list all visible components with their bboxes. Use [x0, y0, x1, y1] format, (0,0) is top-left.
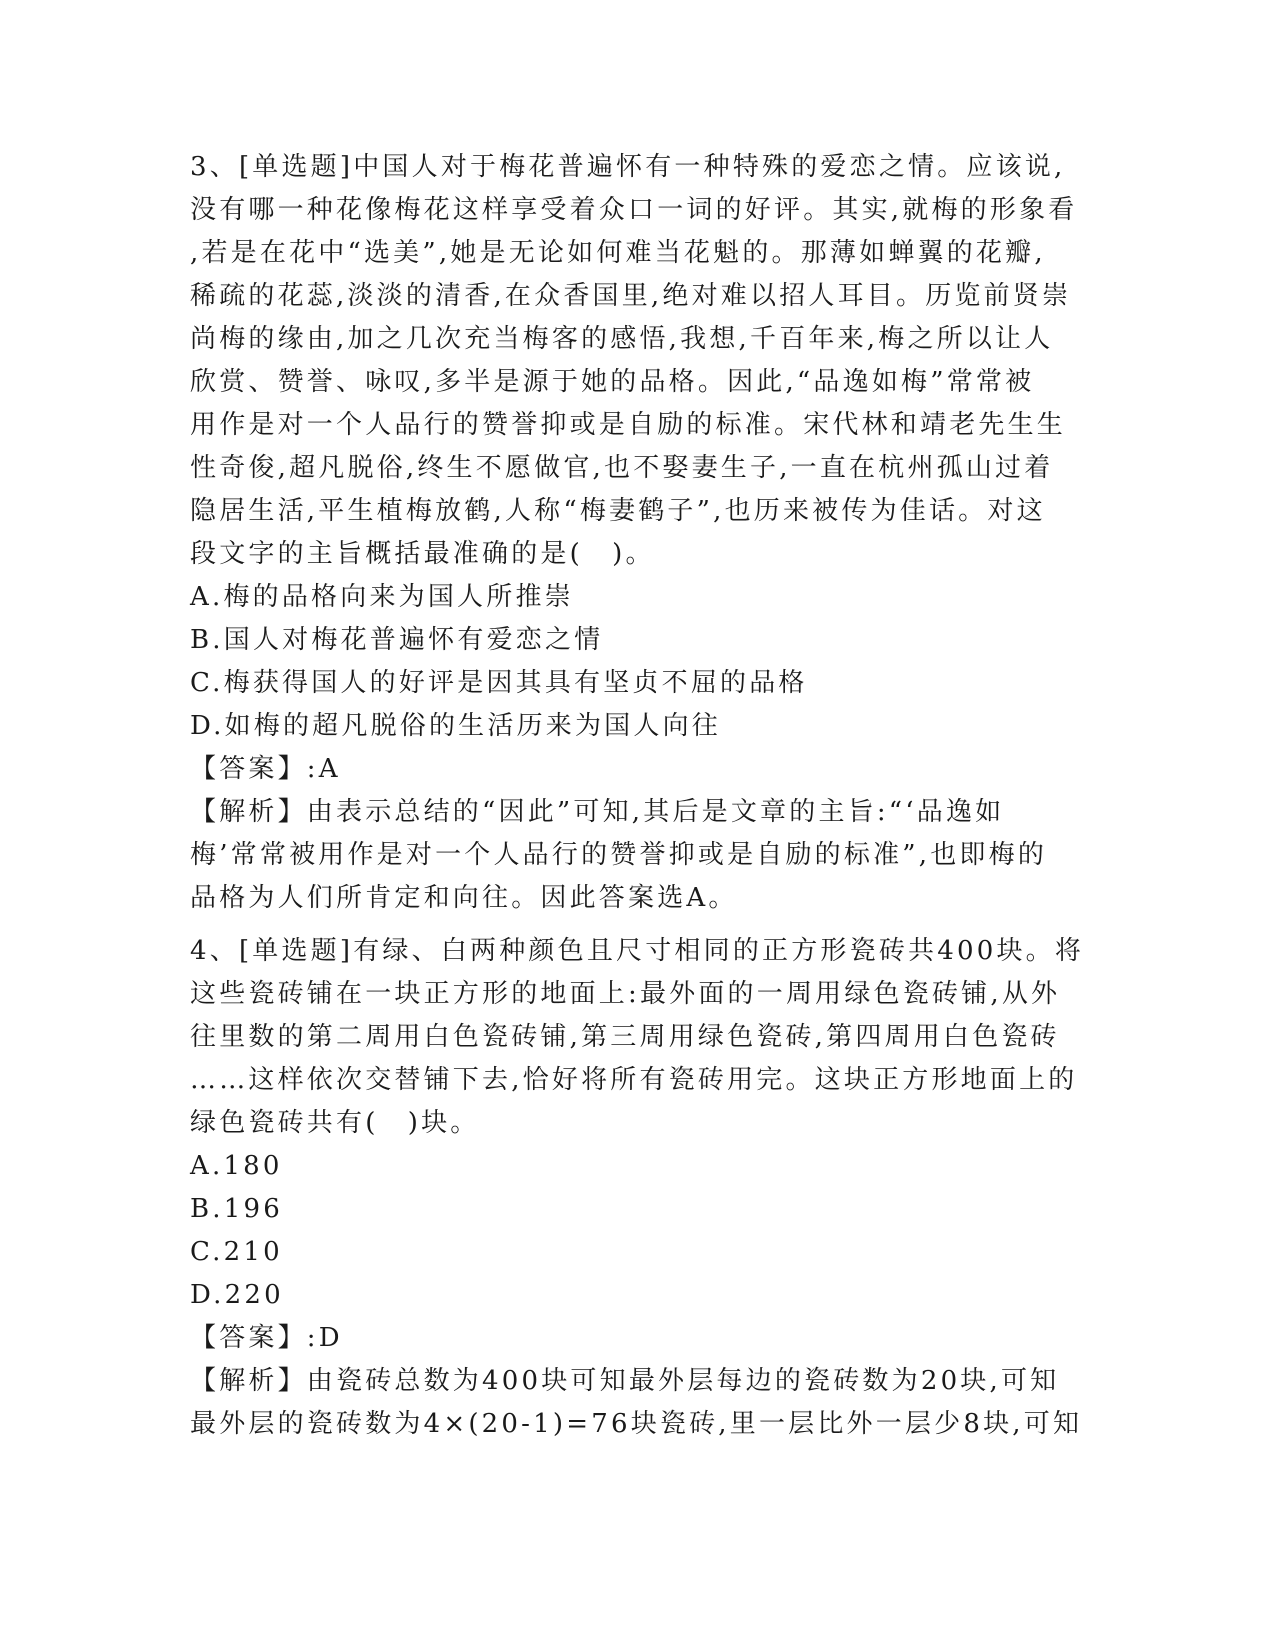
- option-a: A.180: [190, 1151, 283, 1181]
- question-stem-line: 这些瓷砖铺在一块正方形的地面上:最外面的一周用绿色瓷砖铺,从外: [190, 979, 1061, 1009]
- analysis-line: 梅’常常被用作是对一个人品行的赞誉抑或是自励的标准”,也即梅的: [190, 840, 1048, 870]
- question-stem-line: 欣赏、赞誉、咏叹,多半是源于她的品格。因此,“品逸如梅”常常被: [190, 367, 1035, 397]
- analysis-line: 【解析】由瓷砖总数为400块可知最外层每边的瓷砖数为20块,可知: [190, 1366, 1060, 1396]
- question-stem-line: 尚梅的缘由,加之几次充当梅客的感悟,我想,千百年来,梅之所以让人: [190, 324, 1054, 354]
- option-c: C.梅获得国人的好评是因其具有坚贞不屈的品格: [190, 668, 808, 698]
- question-3: [190, 146, 1090, 920]
- question-stem-line: 用作是对一个人品行的赞誉抑或是自励的标准。宋代林和靖老先生生: [190, 410, 1067, 440]
- option-b: B.国人对梅花普遍怀有爱恋之情: [190, 625, 604, 655]
- question-stem-line: 4、[单选题]有绿、白两种颜色且尺寸相同的正方形瓷砖共400块。将: [190, 936, 1085, 966]
- question-stem-line: 段文字的主旨概括最准确的是( )。: [190, 539, 655, 569]
- option-d: D.如梅的超凡脱俗的生活历来为国人向往: [190, 711, 721, 741]
- analysis-line: 最外层的瓷砖数为4×(20-1)=76块瓷砖,里一层比外一层少8块,可知: [190, 1409, 1083, 1439]
- question-spacer: [190, 920, 1090, 930]
- question-stem-line: ,若是在花中“选美”,她是无论如何难当花魁的。那薄如蝉翼的花瓣,: [190, 238, 1046, 268]
- answer-line: 【答案】:D: [190, 1323, 343, 1353]
- answer-line: 【答案】:A: [190, 754, 341, 784]
- document-page: [190, 146, 1090, 1446]
- option-b: B.196: [190, 1194, 283, 1224]
- question-stem-line: 往里数的第二周用白色瓷砖铺,第三周用绿色瓷砖,第四周用白色瓷砖: [190, 1022, 1060, 1052]
- option-d: D.220: [190, 1280, 284, 1310]
- option-a: A.梅的品格向来为国人所推崇: [190, 582, 574, 612]
- option-c: C.210: [190, 1237, 283, 1267]
- question-stem-line: 稀疏的花蕊,淡淡的清香,在众香国里,绝对难以招人耳目。历览前贤崇: [190, 281, 1072, 311]
- analysis-line: 【解析】由表示总结的“因此”可知,其后是文章的主旨:“‘品逸如: [190, 797, 1005, 827]
- question-stem-line: 性奇俊,超凡脱俗,终生不愿做官,也不娶妻生子,一直在杭州孤山过着: [190, 453, 1054, 483]
- question-stem-line: 隐居生活,平生植梅放鹤,人称“梅妻鹤子”,也历来被传为佳话。对这: [190, 496, 1046, 526]
- analysis-line: 品格为人们所肯定和向往。因此答案选A。: [190, 883, 738, 913]
- question-stem-line: 3、[单选题]中国人对于梅花普遍怀有一种特殊的爱恋之情。应该说,: [190, 152, 1066, 182]
- question-4: [190, 930, 1090, 1446]
- question-stem-line: ……这样依次交替铺下去,恰好将所有瓷砖用完。这块正方形地面上的: [190, 1065, 1078, 1095]
- question-stem-line: 绿色瓷砖共有( )块。: [190, 1108, 480, 1138]
- question-stem-line: 没有哪一种花像梅花这样享受着众口一词的好评。其实,就梅的形象看: [190, 195, 1078, 225]
